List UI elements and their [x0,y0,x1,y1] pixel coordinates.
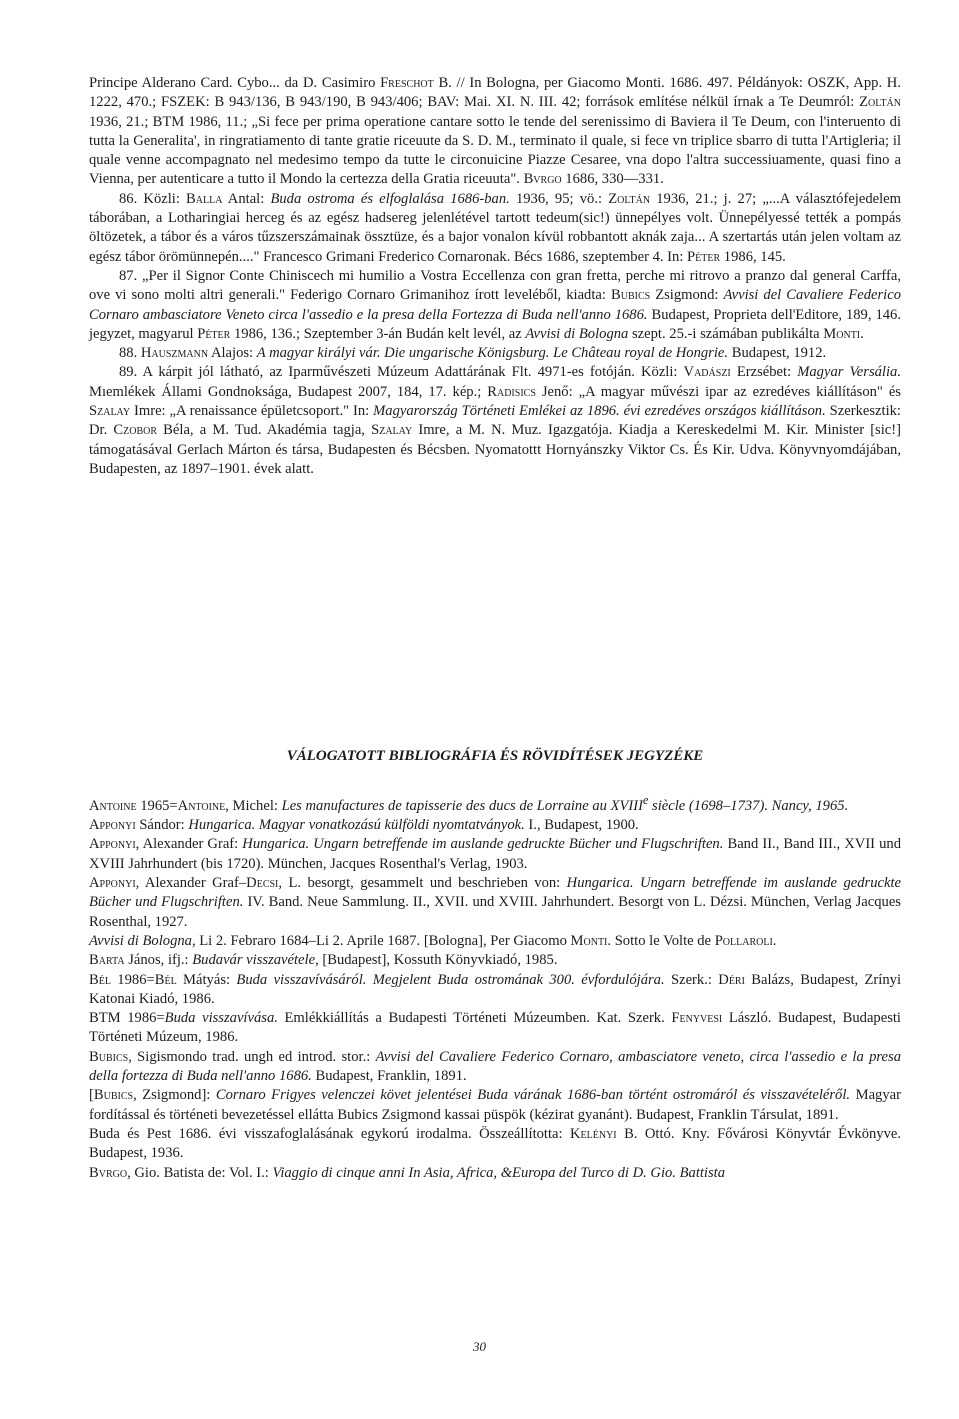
text-run: Jenő: „A magyar művészi ipar az ezredéves kiállításon" és [535,383,901,400]
text-run: 87. „Per il Signor Conte Chiniscech mi humilio a Vostra Eccellenza con gran fretta, perche mi ritrovo a pranzo dal general Carffa, ove vi sono molti altri generali." Federigo Cornaro Grimanihoz írott leveléből, kiadta: [89,267,901,304]
note-86 [89,190,901,267]
text-run: Mátyás: [176,971,237,988]
work-title: Magyar Versália. [797,364,901,381]
author-name: Monti [823,325,861,342]
work-title: Hungarica. Ungarn betreffende im auslande gedruckte Bücher und Flugschriften. [242,836,724,853]
work-title: Buda visszavívásáról. Megjelent Buda ostromának 300. évfordulójára. [236,971,665,988]
text-run: . [860,325,864,342]
author-name: Antoine [89,797,137,814]
work-title: Avvisi del Cavaliere Federico Cornaro, ambasciatore veneto, circa l'assedio e la presa della fortezza di Buda nell'anno 1686. [89,1048,901,1085]
author-name: Hauszmann [140,345,209,362]
text-run: BTM 1986= [89,1010,165,1027]
text-run: 1936, 95; vö.: [509,190,609,207]
bib-entry-antoine [89,791,901,816]
text-run: Imre, a M. N. Muz. Igazgatója. Kiadja a Kereskedelmi M. Kir. Minister [sic!] támogatásával Gerlach Márton és társa, Budapesten és Bécsben. Nyomatottt Hornyánszky Viktor Cs. És Kir. Udva. Könyvnyomdájában, Budapesten, az 1897–1901. évek alatt. [89,422,901,477]
text-run: Magyar fordítással és történeti bevezetéssel ellátta Bubics Zsigmond kassai püspök (kézirat gyanánt). Budapest, Franklin Társulat, 1891. [89,1087,901,1123]
bib-entry-bvrgo [89,1164,901,1183]
author-name: Apponyi [89,875,136,892]
text-run: , Gio. Batista de: Vol. I.: [127,1164,273,1181]
bib-entry-avvisi [89,932,901,951]
text-run: Band II., Band III., XVII und XVIII Jahrhundert (bis 1720). München, Jacques Rosenthal's Verlag, 1903. [89,836,901,872]
work-title: Avvisi di Bologna [525,325,629,342]
work-title: Avvisi del Cavaliere Federico Cornaro ambasciatore Veneto circa l'assedio e la presa della Fortezza di Buda nell'anno 1686. [89,287,901,323]
text-run: . Sotto le Volte de [607,932,715,949]
text-run: 1986, 136.; Szeptember 3-án Budán kelt levél, az [230,325,526,342]
text-run: 1686, 330—331. [561,171,664,188]
author-name: Bubics [610,287,651,304]
text-run: Erzsébet: [730,364,798,381]
work-title: Cornaro Frigyes velenczei követ jelentései Buda várának 1686-ban történt ostromáról és visszavételéről. [215,1087,851,1104]
text-run: . [772,932,777,949]
author-name: Péter [687,248,721,265]
text-run: , Michel: [225,797,282,814]
bib-entry-bel [89,971,901,1010]
text-run: 1965= [136,797,178,814]
text-run: [ [89,1087,94,1104]
text-run: Balázs, Budapest, Zrínyi Katonai Kiadó, 1986. [89,971,901,1007]
text-run: Szerk.: [664,971,719,988]
work-title: Hungarica. Magyar vonatkozású külföldi nyomtatványok. [188,817,525,834]
work-title: Les manufactures de tapisserie des ducs de Lorraine au XVIII [281,797,643,814]
bib-entry-barta [89,951,901,970]
text-run: Béla, a M. Tud. Akadémia tagja, [157,422,372,439]
author-name: Vadászi [683,364,731,381]
author-name: Apponyi [89,817,136,834]
author-name: Radisics [487,383,536,400]
text-run: Budapest, Franklin, 1891. [311,1068,467,1085]
endnotes [89,74,901,479]
text-run: IV. Band. Neue Sammlung. II., XVII. und XVIII. Jahrhundert. Besorgt von L. Dézsi. München, Verlag Jacques Rosenthal, 1927. [89,894,901,930]
text-run: László. Budapest, Budapesti Történeti Múzeum, 1986. [89,1010,901,1046]
text-run: Principe Alderano Card. Cybo... da D. Casimiro [89,75,381,91]
bib-entry-btm [89,1009,901,1048]
text-run: I., Budapest, 1900. [524,817,639,834]
work-title: Budavár visszavétele [192,952,316,969]
author-name: Pollaroli [714,932,773,949]
section-heading: VÁLOGATOTT BIBLIOGRÁFIA ÉS RÖVIDÍTÉSEK JEGYZÉKE [286,748,704,764]
note-87 [89,267,901,344]
author-name: Péter [197,325,231,342]
text-run: 1986= [110,971,155,988]
text-run: , Alexander Graf– [135,875,247,892]
note-88 [89,344,901,363]
text-run: 1986, 145. [720,248,786,265]
page-number: 30 [473,1339,486,1354]
work-title: Buda ostroma és elfoglalása 1686-ban. [270,190,510,207]
author-name: Bubics [93,1087,134,1104]
text-run: 89. A kárpit jól látható, az Iparművészeti Múzeum Adattárának Flt. 4971-es fotóján. Közli: [119,364,684,381]
author-name: Bubics [89,1048,129,1065]
text-run: Imre: „A renaissance épületcsoport." In: [130,403,374,420]
text-run: Sándor: [135,817,189,834]
author-name: Antoine [177,797,226,814]
author-name: Zoltán [859,94,901,111]
author-name: Bvrgo [523,171,562,188]
superscript: e [643,793,649,807]
author-name: Apponyi [89,836,136,853]
work-title: Viaggio di cinque anni In Asia, Africa, &Europa del Turco di D. Gio. Battista [272,1164,726,1181]
text-run: , Li 2. Febraro 1684–Li 2. Aprile 1687. [Bologna], Per Giacomo [191,932,571,949]
bib-entry-apponyi-decsi [89,874,901,932]
author-name: Déri [718,971,745,988]
text-run: Budapest, Proprieta dell'Editore, 189, 146. jegyzet, magyarul [89,306,901,342]
text-run: Emlékkiállítás a Budapesti Történeti Múzeumben. Kat. Szerk. [277,1010,672,1027]
author-name: Szalay [371,422,413,439]
bib-entry-apponyi-1900 [89,816,901,835]
text-run: Szerkesztik: Dr. [89,403,901,439]
work-title: A magyar királyi vár. Die ungarische Königsburg. Le Château royal de Hongrie. [256,345,729,362]
text-run: Mıemlékek Állami Gondnoksága, Budapest 2007, 184, 17. kép.; [89,383,488,400]
bib-entry-buda-pest [89,1125,901,1164]
text-run: , [Budapest], Kossuth Könyvkiadó, 1985. [315,952,558,969]
text-run: Antal: [222,190,271,207]
text-run: , L. besorgt, gesammelt und beschrieben von: [278,875,567,892]
author-name: Decsi [246,875,279,892]
author-name: Bél [154,971,177,988]
work-title: Magyarország Történeti Emlékei az 1896. évi ezredéves országos kiállításon. [373,403,826,420]
text-run: 86. Közli: [119,190,187,207]
work-title: Hungarica. Ungarn betreffende im auslande gedruckte Bücher und Flugschriften. [89,875,901,911]
author-name: Monti [570,932,608,949]
text-run: 1936, 21.; j. 27; „...A választófejedelem táborában, a Lotharingiai herceg és az egész hadsereg jelenlétével tartott tedeum(sic!) ünnepélyes volt. Ünnepélyessé tették a pompás öltözetek, a tábor és a város tűzszerszámainak össztüze, és a bajor vonalon kívül robbantott aknák zaja... A szertartás után jelen voltam az egész tábor örömünnepén...." Francesco Grimani Frederico Cornaronak. Bécs 1686, szeptember 4. In: [89,190,901,265]
text-run: Alajos: [208,345,257,362]
bib-entry-apponyi-1903 [89,835,901,874]
text-run: Budapest, 1912. [728,345,827,362]
note-89 [89,363,901,479]
author-name: Bél [89,971,111,988]
bib-entry-bubics-cornaro [89,1086,901,1125]
bib-entry-bubics-avvisi [89,1048,901,1087]
author-name: Zoltán [608,190,651,207]
work-title: siècle (1698–1737). Nancy, 1965. [648,797,849,814]
text-run: , Sigismondo trad. ungh ed introd. stor.: [128,1048,376,1065]
bibliography-list [89,791,901,1183]
work-title: Buda visszavívása. [164,1010,278,1027]
work-title: Avvisi di Bologna [89,932,192,949]
author-name: Szalay [89,403,131,420]
text-run: , Zsigmond]: [133,1087,216,1104]
text-run: szept. 25.-i számában publikálta [628,325,824,342]
author-name: Fenyvesi [671,1010,723,1027]
text-run: János, ifj.: [124,952,193,969]
text-run: Zsigmond: [650,287,724,304]
author-name: Czobor [113,422,158,439]
text-run: 1936, 21.; BTM 1986, 11.; „Si fece per prima operatione cantare sotto le tende del serenissimo di Baviera il Te Deum, con l'interuento di tutta la Generalita', in ringratiamento di tante gratie riceuute da S. D. M., terminato il quale, si fece vn triplice sbarro di tutta l'Artigleria; il quale venne accompagnato nel medesimo tempo da tutte le circonuicine Piazze Cesaree, vna dopo l'altra successiuamente, quasi fino a Vienna, per autenticare a tutto il Mondo la certezza della Gratia riceuuta". [89,113,901,188]
author-name: Freschot [380,75,434,91]
text-run: 88. [119,345,141,362]
text-run: , Alexander Graf: [135,836,243,853]
text-run: B. // In Bologna, per Giacomo Monti. 1686. 497. Példányok: OSZK, App. H. 1222, 470.; FSZEK: B 943/136, B 943/190, B 943/406; BAV: Mai. XI. N. III. 42; források említése nélkül írnak a Te Deumról: [89,75,901,111]
note-85-continued [89,74,901,190]
text-run: Buda és Pest 1686. évi visszafoglalásának egykorú irodalma. Összeállította: [89,1125,570,1142]
author-name: Balla [186,190,223,207]
author-name: Bvrgo [89,1164,128,1181]
author-name: Kelényi [570,1125,617,1142]
author-name: Barta [89,952,125,969]
text-run: B. Ottó. Kny. Fővárosi Könyvtár Évkönyve. Budapest, 1936. [89,1125,902,1162]
